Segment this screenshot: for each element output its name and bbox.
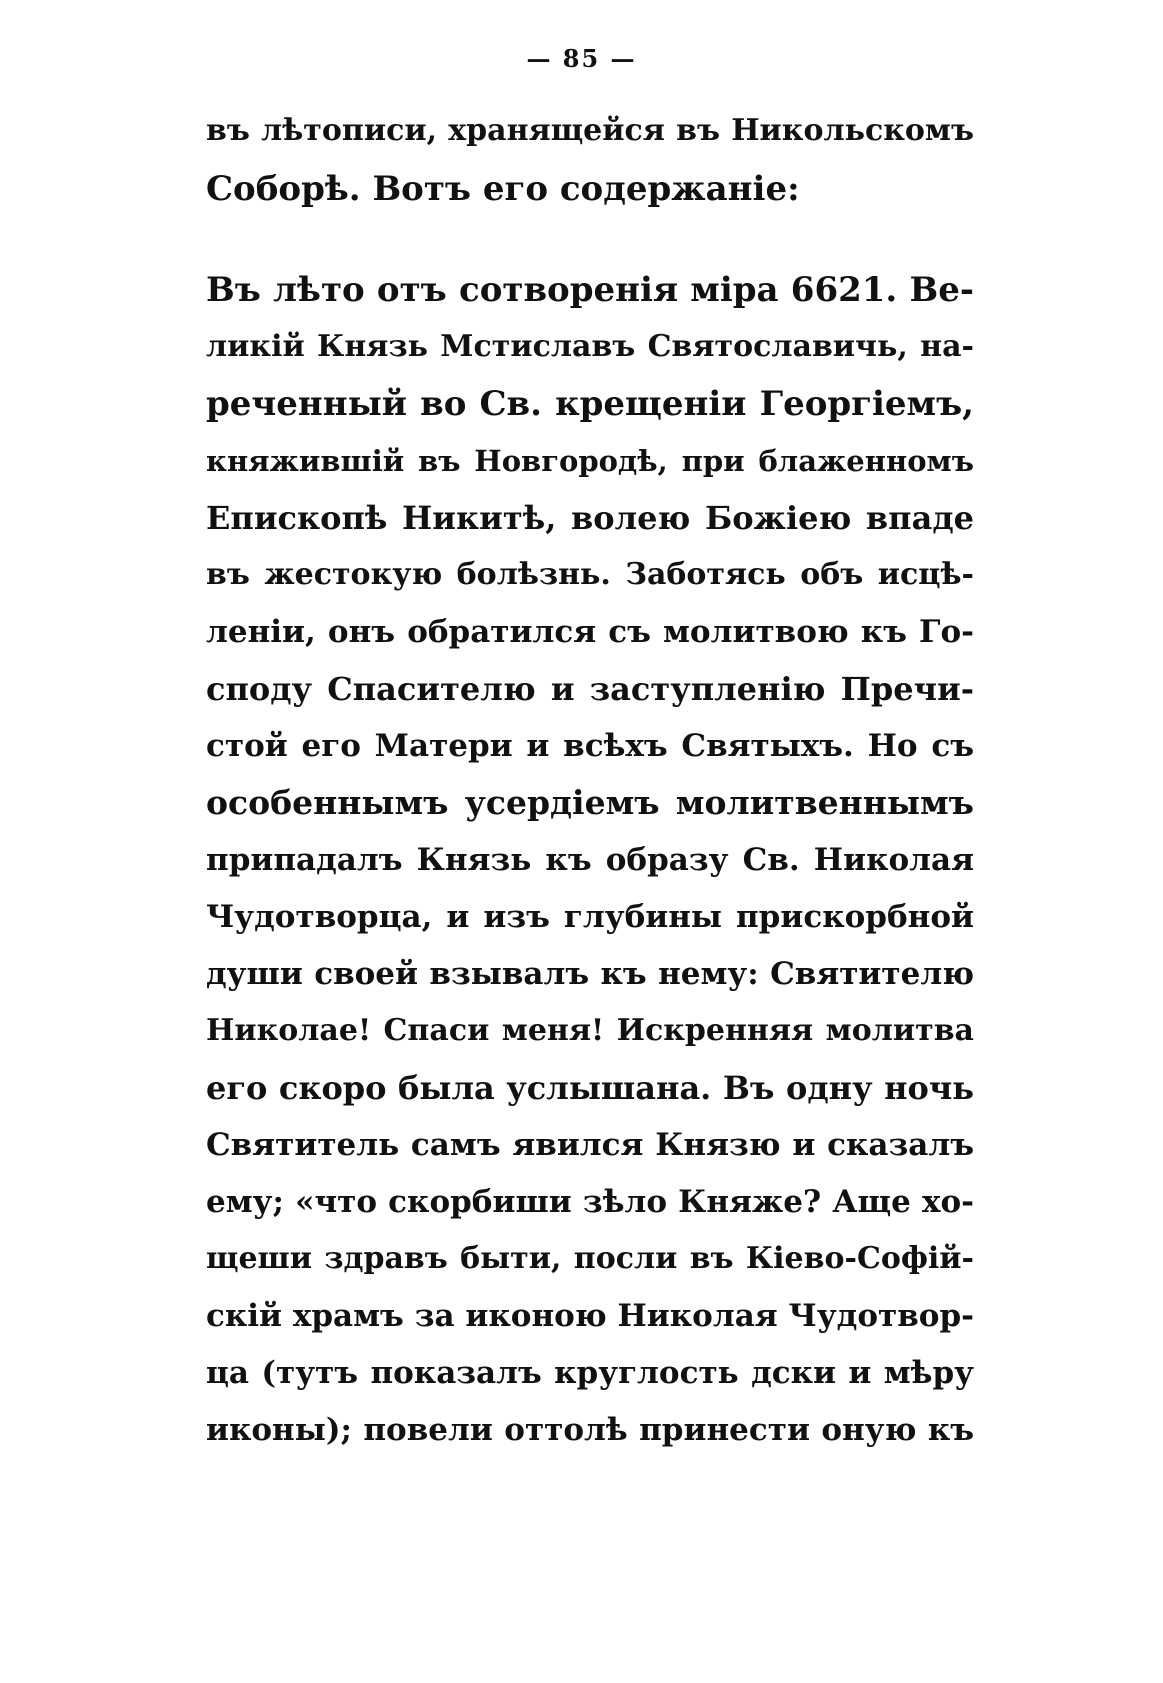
text-line: души своей взывалъ къ нему: Святителю bbox=[206, 956, 974, 992]
text-line: Соборѣ. Вотъ его содержаніе: bbox=[206, 169, 800, 209]
text-line: его скоро была услышана. Въ одну ночь bbox=[206, 1069, 974, 1107]
text-line: иконы); повели оттолѣ принести оную къ bbox=[206, 1412, 974, 1448]
text-line: ца (тутъ показалъ круглость дски и мѣру bbox=[206, 1355, 974, 1391]
text-line: леніи, онъ обратился съ молитвою къ Го- bbox=[206, 614, 974, 650]
text-line: Николае! Спаси меня! Искренняя молитва bbox=[206, 1013, 974, 1048]
text-line: Чудотворца, и изъ глубины прискорбной bbox=[206, 899, 974, 935]
text-line: реченный во Св. крещеніи Георгіемъ, bbox=[206, 384, 974, 424]
text-line: въ жестокую болѣзнь. Заботясь объ исцѣ- bbox=[206, 557, 974, 592]
text-line: въ лѣтописи, хранящейся въ Никольскомъ bbox=[206, 113, 974, 148]
text-line: стой его Матери и всѣхъ Святыхъ. Но съ bbox=[206, 728, 974, 764]
text-line: припадалъ Князь къ образу Св. Николая bbox=[206, 842, 974, 878]
text-line: ему; «что скорбиши зѣло Княже? Аще хо- bbox=[206, 1184, 974, 1220]
text-line: споду Спасителю и заступленію Пречи- bbox=[206, 670, 974, 708]
text-line: скій храмъ за иконою Николая Чудотвор- bbox=[206, 1298, 974, 1334]
text-line: Въ лѣто отъ сотворенія міра 6621. Ве- bbox=[206, 270, 974, 310]
text-line: Святитель самъ явился Князю и сказалъ bbox=[206, 1127, 974, 1163]
text-line: княжившій въ Новгородѣ, при блаженномъ bbox=[206, 444, 974, 478]
page-number: — 85 — bbox=[526, 44, 637, 73]
text-line: Епископѣ Никитѣ, волею Божіею впаде bbox=[206, 499, 974, 537]
text-line: ликій Князь Мстиславъ Святославичь, на- bbox=[206, 329, 974, 364]
text-line: щеши здравъ быти, посли въ Кіево-Софій- bbox=[206, 1241, 974, 1276]
text-line: особеннымъ усердіемъ молитвеннымъ bbox=[206, 783, 974, 822]
